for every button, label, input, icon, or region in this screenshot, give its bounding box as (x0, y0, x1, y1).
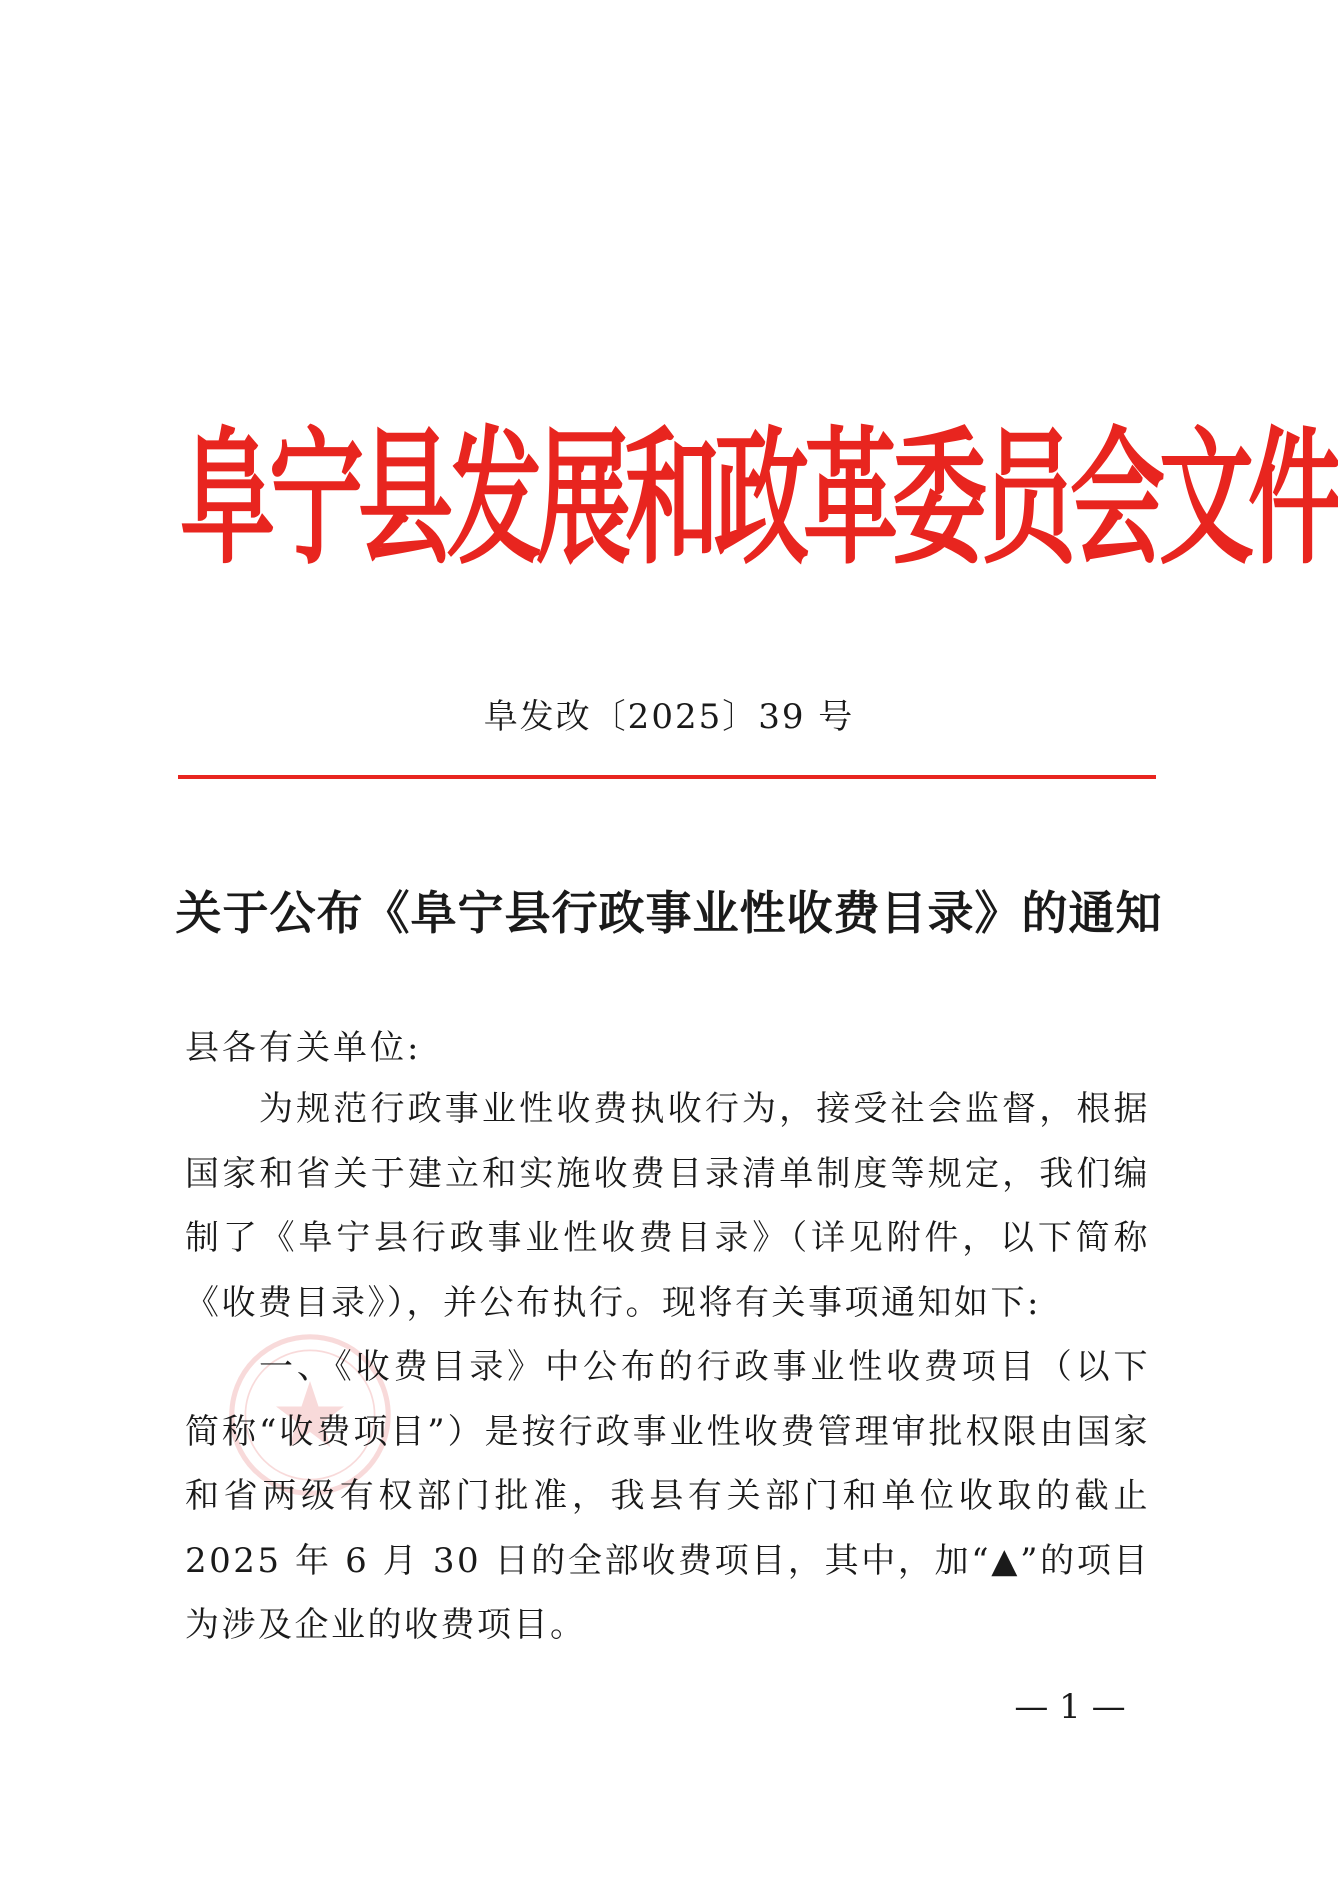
body-paragraph-2: 一、《收费目录》中公布的行政事业性收费项目（以下简称“收费项目”）是按行政事业性收费管理审批权限由国家和省两级有权部门批准，我县有关部门和单位收取的截止 2025 年 6 月 30 日的全部收费项目，其中，加“▲”的项目为涉及企业的收费项目。 (185, 1347, 1150, 1645)
salutation: 县各有关单位: (185, 1028, 422, 1068)
red-divider-line (178, 775, 1156, 779)
document-number: 阜发改〔2025〕39 号 (483, 697, 855, 737)
body-paragraph-1: 为规范行政事业性收费执收行为，接受社会监督，根据国家和省关于建立和实施收费目录清单制度等规定，我们编制了《阜宁县行政事业性收费目录》（详见附件，以下简称《收费目录》），并公布执行。现将有关事项通知如下: (185, 1089, 1150, 1323)
notice-title: 关于公布《阜宁县行政事业性收费目录》的通知 (175, 886, 1163, 940)
page-number: — 1 — (1014, 1687, 1126, 1727)
masthead-title: 阜宁县发展和政革委员会文件 (180, 413, 1338, 586)
